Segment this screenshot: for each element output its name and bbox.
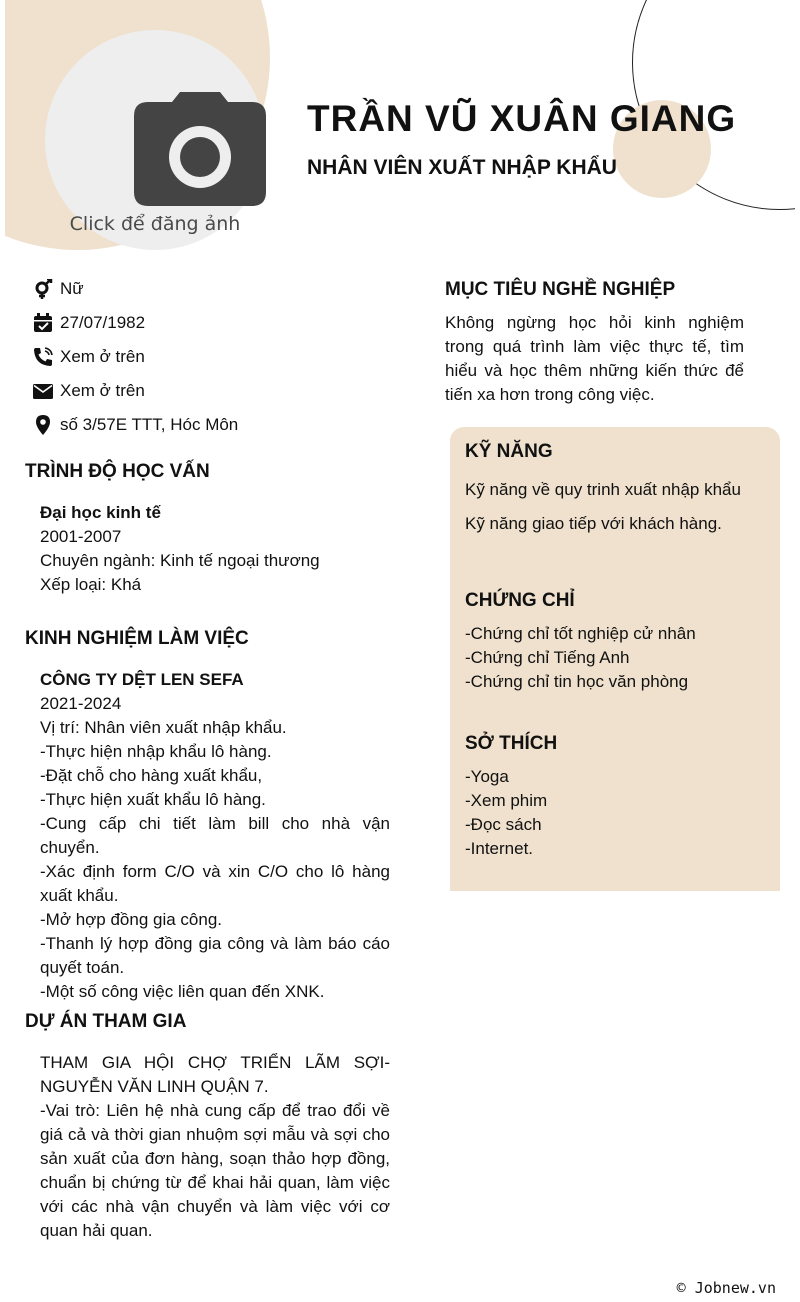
experience-line: -Cung cấp chi tiết làm bill cho nhà vận chuyển. — [40, 814, 390, 857]
project-name: THAM GIA HỘI CHỢ TRIỂN LÃM SỢI-NGUYỄN VĂN LINH QUẬN 7. — [40, 1053, 390, 1096]
contact-gender — [33, 272, 238, 306]
job-title: NHÂN VIÊN XUẤT NHẬP KHẨU — [307, 156, 617, 179]
education-period: 2001-2007 — [40, 527, 122, 546]
projects-title: DỰ ÁN THAM GIA — [25, 1011, 187, 1032]
contact-phone — [33, 340, 238, 374]
experience-line: -Thực hiện xuất khẩu lô hàng. — [40, 790, 266, 809]
contact-info — [33, 272, 238, 442]
hobby-item: -Internet. — [465, 839, 534, 858]
gender-icon — [33, 279, 53, 299]
calendar-icon — [33, 313, 53, 333]
education-rank: Xếp loại: Khá — [40, 575, 142, 594]
experience-line: -Một số công việc liên quan đến XNK. — [40, 982, 325, 1001]
birthday-value: 27/07/1982 — [60, 313, 146, 332]
location-pin-icon — [33, 415, 53, 435]
company-name: CÔNG TY DỆT LEN SEFA — [40, 670, 244, 689]
experience-line: Vị trí: Nhân viên xuất nhập khẩu. — [40, 718, 287, 737]
contact-email — [33, 374, 238, 408]
hobbies-title: SỞ THÍCH — [465, 733, 558, 754]
certificates-title: CHỨNG CHỈ — [465, 590, 575, 611]
project-entry — [40, 1051, 390, 1243]
photo-upload[interactable] — [45, 30, 265, 250]
education-entry — [40, 501, 390, 597]
contact-birthday — [33, 306, 238, 340]
certificate-item: -Chứng chỉ Tiếng Anh — [465, 648, 630, 667]
photo-upload-label: Click để đăng ảnh — [69, 213, 241, 235]
experience-line: -Xác định form C/O và xin C/O cho lô hàng xuất khẩu. — [40, 862, 390, 905]
footer-credit: © Jobnew.vn — [676, 1279, 776, 1297]
education-major: Chuyên ngành: Kinh tế ngoại thương — [40, 551, 320, 570]
experience-line: -Mở hợp đồng gia công. — [40, 910, 223, 929]
education-title: TRÌNH ĐỘ HỌC VẤN — [25, 461, 210, 482]
address-value: số 3/57E TTT, Hóc Môn — [60, 415, 239, 434]
hobby-item: -Xem phim — [465, 791, 548, 810]
contact-address — [33, 408, 238, 442]
project-role: -Vai trò: Liên hệ nhà cung cấp để trao đổi về giá cả và thời gian nhuộm sợi mẫu và sợi cho sản xuất của đơn hàng, soạn thảo hợp đồng, chuẩn bị chứng từ để khai hải quan, làm việc với các nhà vận chuyển và làm việc với cơ quan hải quan. — [40, 1101, 390, 1240]
hobby-item: -Đọc sách — [465, 815, 542, 834]
experience-line: -Thanh lý hợp đồng gia công và làm báo cáo quyết toán. — [40, 934, 390, 977]
candidate-name: TRẦN VŨ XUÂN GIANG — [307, 98, 737, 139]
certificate-item: -Chứng chỉ tin học văn phòng — [465, 672, 689, 691]
experience-line: -Thực hiện nhập khẩu lô hàng. — [40, 742, 272, 761]
experience-title: KINH NGHIỆM LÀM VIỆC — [25, 628, 249, 649]
phone-icon — [33, 347, 53, 367]
experience-period: 2021-2024 — [40, 694, 122, 713]
phone-value: Xem ở trên — [60, 347, 145, 366]
hobby-item: -Yoga — [465, 767, 509, 786]
hobbies-list — [465, 765, 770, 861]
gender-value: Nữ — [60, 279, 84, 298]
certificates-list — [465, 622, 770, 694]
skills-title: KỸ NĂNG — [465, 441, 553, 462]
objective-paragraph: Không ngừng học hỏi kinh nghiệm trong quá trình làm việc thực tế, tìm hiểu và học thêm những kiến thức để tiến xa hơn trong công việc. — [445, 313, 744, 404]
skills-list — [465, 473, 770, 541]
certificate-item: -Chứng chỉ tốt nghiệp cử nhân — [465, 624, 696, 643]
envelope-icon — [33, 381, 53, 401]
skill-item: Kỹ năng giao tiếp với khách hàng. — [465, 514, 722, 533]
camera-icon — [134, 92, 266, 206]
experience-entry — [40, 668, 390, 1004]
school-name: Đại học kinh tế — [40, 503, 161, 522]
objective-title: MỤC TIÊU NGHỀ NGHIỆP — [445, 279, 676, 300]
email-value: Xem ở trên — [60, 381, 145, 400]
experience-line: -Đặt chỗ cho hàng xuất khẩu, — [40, 766, 263, 785]
skill-item: Kỹ năng về quy trinh xuất nhập khẩu — [465, 480, 741, 499]
objective-text — [445, 311, 744, 407]
